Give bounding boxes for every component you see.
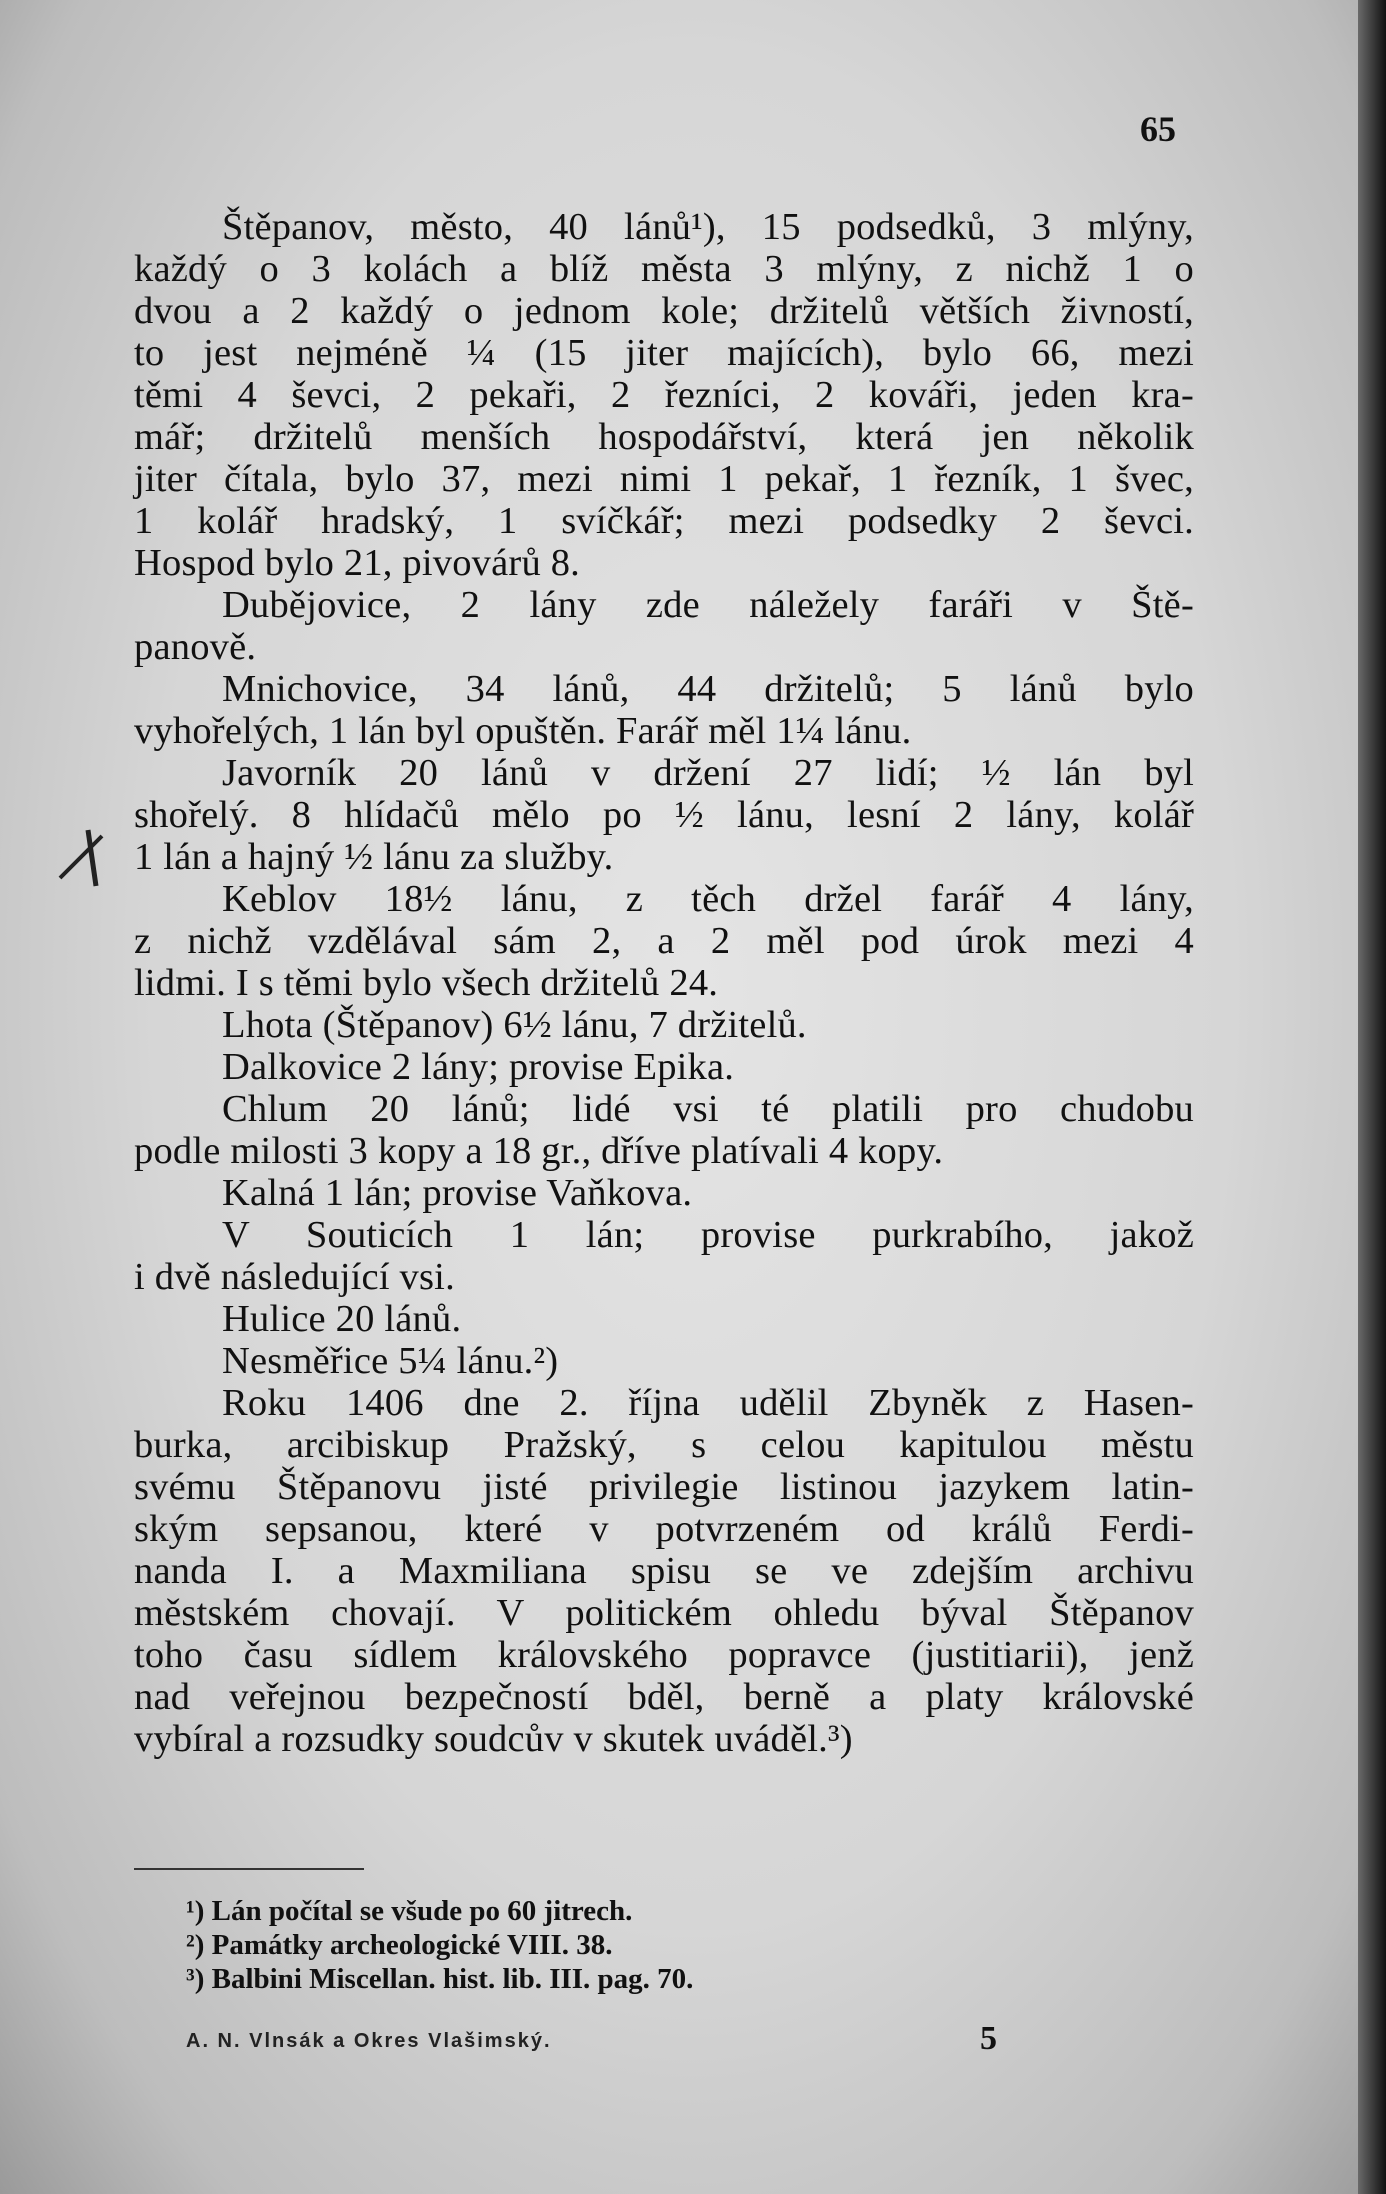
text-line: svému Štěpanovu jisté privilegie listinou jazykem latin-: [134, 1466, 1194, 1508]
text-line: Roku 1406 dne 2. října udělil Zbyněk z Hasen-: [222, 1382, 1194, 1424]
pencil-cross-mark-icon: [52, 820, 112, 890]
text-line: vyhořelých, 1 lán byl opuštěn. Farář měl 1¼ lánu.: [134, 710, 912, 752]
text-line: Nesměřice 5¼ lánu.²): [222, 1340, 559, 1382]
text-line: V Souticích 1 lán; provise purkrabího, jakož: [222, 1214, 1194, 1256]
text-line: Keblov 18½ lánu, z těch držel farář 4 lány,: [222, 878, 1194, 920]
footnote: ³) Balbini Miscellan. hist. lib. III. pag. 70.: [186, 1963, 694, 1995]
text-line: Štěpanov, město, 40 lánů¹), 15 podsedků, 3 mlýny,: [222, 206, 1194, 248]
text-line: Kalná 1 lán; provise Vaňkova.: [222, 1172, 693, 1214]
text-line: Lhota (Štěpanov) 6½ lánu, 7 držitelů.: [222, 1004, 807, 1046]
footnotes: [186, 1894, 693, 1996]
footnote-rule: [134, 1868, 364, 1870]
text-line: městském chovají. V politickém ohledu býval Štěpanov: [134, 1592, 1194, 1634]
body-text: [134, 206, 1194, 1760]
sheet-number: 5: [980, 2020, 997, 2057]
text-line: nanda I. a Maxmiliana spisu se ve zdejším archivu: [134, 1550, 1194, 1592]
page-number: 65: [1140, 109, 1176, 149]
text-line: Dubějovice, 2 lány zde náležely faráři v Ště-: [222, 584, 1194, 626]
text-line: Hulice 20 lánů.: [222, 1298, 462, 1340]
text-line: shořelý. 8 hlídačů mělo po ½ lánu, lesní 2 lány, kolář: [134, 794, 1194, 836]
text-line: každý o 3 kolách a blíž města 3 mlýny, z nichž 1 o: [134, 248, 1194, 290]
text-line: dvou a 2 každý o jednom kole; držitelů větších živností,: [134, 290, 1194, 332]
footnote: ¹) Lán počítal se všude po 60 jitrech.: [186, 1895, 633, 1927]
text-line: podle milosti 3 kopy a 18 gr., dříve platívali 4 kopy.: [134, 1130, 944, 1172]
text-line: mář; držitelů menších hospodářství, která jen několik: [134, 416, 1194, 458]
text-line: Dalkovice 2 lány; provise Epika.: [222, 1046, 735, 1088]
text-line: jiter čítala, bylo 37, mezi nimi 1 pekař, 1 řezník, 1 švec,: [134, 458, 1194, 500]
text-line: burka, arcibiskup Pražský, s celou kapitulou městu: [134, 1424, 1194, 1466]
text-line: toho času sídlem královského popravce (justitiarii), jenž: [134, 1634, 1194, 1676]
text-line: vybíral a rozsudky soudcův v skutek uváděl.³): [134, 1718, 853, 1760]
text-line: ským sepsanou, které v potvrzeném od králů Ferdi-: [134, 1508, 1194, 1550]
text-line: Hospod bylo 21, pivovárů 8.: [134, 542, 580, 584]
text-line: Chlum 20 lánů; lidé vsi té platili pro chudobu: [222, 1088, 1194, 1130]
text-line: z nichž vzdělával sám 2, a 2 měl pod úrok mezi 4: [134, 920, 1194, 962]
text-line: 1 lán a hajný ½ lánu za služby.: [134, 836, 614, 878]
page-edge-shadow: [1358, 0, 1386, 2194]
text-line: i dvě následující vsi.: [134, 1256, 455, 1298]
text-line: 1 kolář hradský, 1 svíčkář; mezi podsedky 2 ševci.: [134, 500, 1194, 542]
text-line: to jest nejméně ¼ (15 jiter majících), bylo 66, mezi: [134, 332, 1194, 374]
text-line: nad veřejnou bezpečností bděl, berně a platy královské: [134, 1676, 1194, 1718]
text-line: lidmi. I s těmi bylo všech držitelů 24.: [134, 962, 719, 1004]
text-line: panově.: [134, 626, 257, 668]
library-signature: A. N. Vlnsák a Okres Vlašimský.: [186, 2030, 552, 2052]
text-line: Mnichovice, 34 lánů, 44 držitelů; 5 lánů bylo: [222, 668, 1194, 710]
footnote: ²) Památky archeologické VIII. 38.: [186, 1929, 613, 1961]
text-line: Javorník 20 lánů v držení 27 lidí; ½ lán byl: [222, 752, 1194, 794]
text-line: těmi 4 ševci, 2 pekaři, 2 řezníci, 2 kováři, jeden kra-: [134, 374, 1194, 416]
